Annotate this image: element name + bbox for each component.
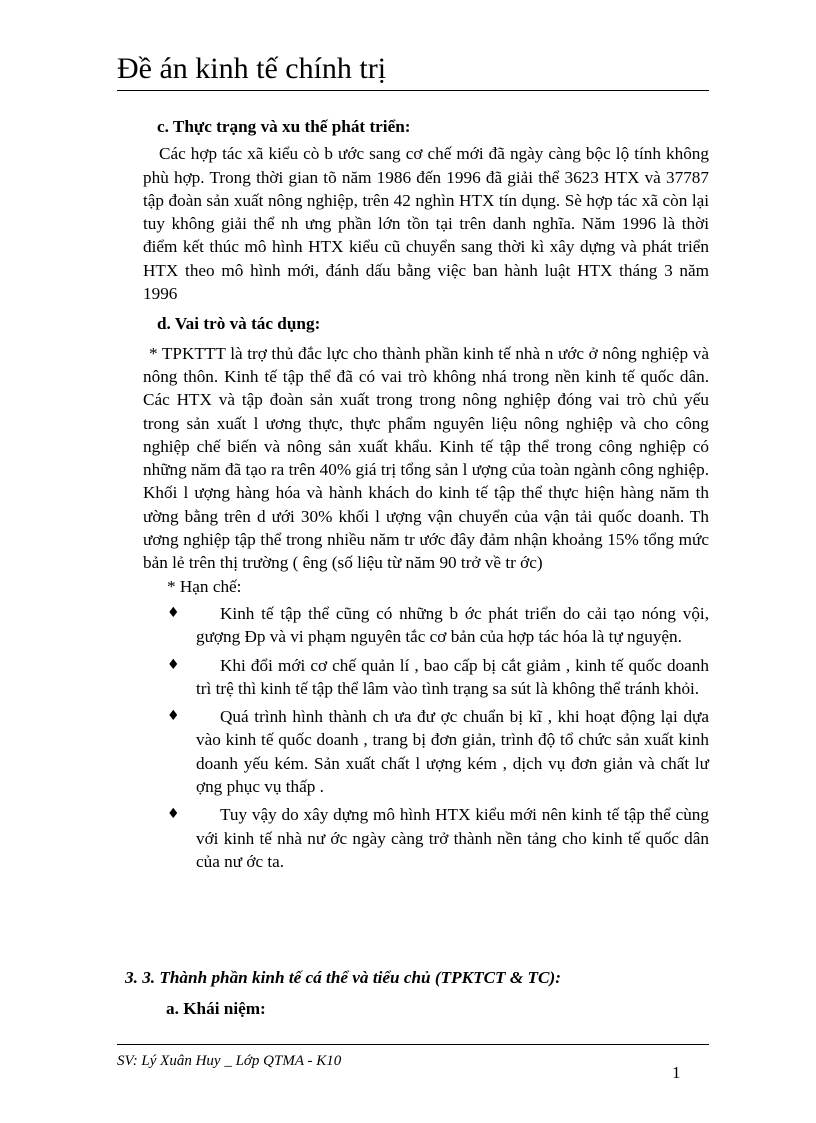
diamond-bullet-icon: ♦ <box>167 656 180 673</box>
diamond-bullet-icon: ♦ <box>167 806 180 823</box>
list-item-text: Khi đổi mới cơ chế quản lí , bao cấp bị cắt giảm , kinh tế quốc doanh trì trệ thì kinh tế tập thể lâm vào tình trạng sa sút là không thể tránh khỏi. <box>196 655 709 698</box>
list-item <box>167 803 709 873</box>
section-c-paragraph: Các hợp tác xã kiểu cò b ước sang cơ chế mới đã ngày càng bộc lộ tính không phù hợp. Trong thời gian tõ năm 1986 đến 1996 đã giải thể 3623 HTX và 37787 tập đoàn sản xuất nông nghiệp, trên 42 nghìn HTX tín dụng. Sè hợp tác xã còn lại tuy không giải thể nh ưng phần lớn tồn tại trên danh nghĩa. Năm 1996 là thời điểm kết thúc mô hình HTX kiểu cũ chuyển sang thời kì xây dựng và phát triển HTX theo mô hình mới, đánh dấu bằng việc ban hành luật HTX tháng 3 năm 1996 <box>143 144 709 304</box>
footer-divider <box>117 1044 709 1045</box>
list-item-text: Kinh tế tập thể cũng có những b ớc phát triển do cải tạo nóng vội, gượng Đp và vi phạm nguyên tắc cơ bản của hợp tác hóa là tự nguyện. <box>196 603 709 647</box>
list-item <box>167 654 709 701</box>
limitations-list <box>167 602 709 873</box>
list-item <box>167 602 709 649</box>
limitations-label: * Hạn chế: <box>167 576 242 596</box>
page-header <box>117 50 709 91</box>
section-d-heading: d. Vai trò và tác dụng: <box>157 314 321 334</box>
section-d-paragraph: * TPKTTT là trợ thủ đắc lực cho thành phần kinh tế nhà n ước ở nông nghiệp và nông thôn. Kinh tế tập thể đã có vai trò không nhá trong nền kinh tế quốc dân. Các HTX và tập đoàn sản xuất trong trong nông nghiệp đóng vai trò chủ yếu trong sản xuất l ương thực, thực phẩm nguyên liệu nông nghiệp và cho công nghiệp chế biến và nông sản xuất khẩu. Kinh tế tập thể trong công nghiệp có những năm đã tạo ra trên 40% giá trị tổng sản l ượng của toàn ngành công nghiệp. Khối l ượng hàng hóa và hành khách do kinh tế tập thể thực hiện hàng năm th ường bằng trên d ưới 30% khối l ượng vận chuyển của vận tải quốc doanh. Th ương nghiệp tập thể trong nhiều năm tr ước đây đảm nhận khoảng 15% tổng mức bản lẻ trên thị trường ( êng (số liệu từ năm 90 trở về tr ớc) <box>143 343 709 573</box>
diamond-bullet-icon: ♦ <box>167 708 180 725</box>
main-content <box>143 107 709 878</box>
list-item-text: Quá trình hình thành ch ưa đư ợc chuẩn bị kĩ , khi hoạt động lại dựa vào kinh tế quốc doanh , trang bị đơn giản, trình độ tổ chức sản xuất kinh doanh yếu kém. Sản xuất chất l ượng kém , dịch vụ đơn giản và chất lư ợng phục vụ thấp . <box>196 707 709 797</box>
footer-author: SV: Lý Xuân Huy _ Lớp QTMA - K10 <box>117 1053 342 1069</box>
section-3-3-title: 3. 3. Thành phần kinh tế cá thể và tiểu chủ (TPKTCT & TC): <box>125 968 561 987</box>
list-item-text: Tuy vậy do xây dựng mô hình HTX kiểu mới nên kinh tế tập thể cùng với kinh tế nhà nư ớc ngày càng trở thành nền tảng cho kinh tế quốc dân của nư ớc ta. <box>196 805 709 871</box>
section-c-heading: c. Thực trạng và xu thế phát triển: <box>157 117 411 136</box>
list-item <box>167 705 709 798</box>
document-title: Đề án kinh tế chính trị <box>117 52 387 85</box>
page-number: 1 <box>672 1063 681 1082</box>
section-a-heading: a. Khái niệm: <box>166 999 266 1018</box>
diamond-bullet-icon: ♦ <box>167 604 180 621</box>
